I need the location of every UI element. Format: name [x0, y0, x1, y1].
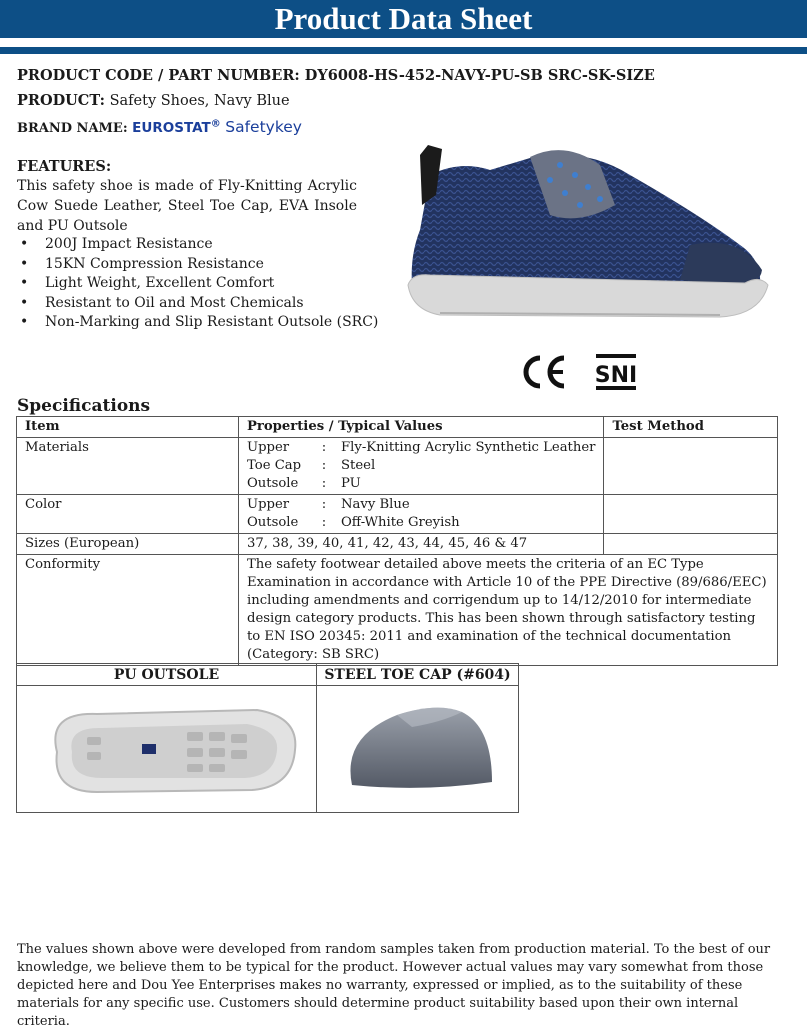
brand-label: BRAND NAME: [17, 121, 128, 136]
header-properties: Properties / Typical Values [239, 417, 604, 438]
materials-test-method [604, 438, 778, 495]
ce-mark-icon [518, 352, 568, 392]
header-test-method: Test Method [604, 417, 778, 438]
conformity-value: The safety footwear detailed above meets the criteria of an EC Type Examination in accordance with Article 10 of the PPE Directive (89/686/EEC) including amendments and corrigendum up to 14/12/2010 for intermediate design category products. This has been shown through satisfactory testing to EN ISO 20345: 2011 and examination of the technical documentation (Category: SB SRC) [239, 555, 778, 666]
sizes-test-method [604, 534, 778, 555]
brand-line [17, 118, 302, 136]
feature-item: • 15KN Compression Resistance [17, 255, 378, 275]
features-list [17, 235, 378, 333]
item-sizes: Sizes (European) [17, 534, 239, 555]
color-test-method [604, 495, 778, 534]
feature-item: • Light Weight, Excellent Comfort [17, 274, 378, 294]
parts-table [16, 663, 519, 813]
steel-toe-cap-label: STEEL TOE CAP (#604) [324, 667, 511, 683]
feature-item: • Non-Marking and Slip Resistant Outsole (SRC) [17, 313, 378, 333]
kv-row: Outsole : PU [247, 476, 361, 491]
sizes-value: 37, 38, 39, 40, 41, 42, 43, 44, 45, 46 & 47 [239, 534, 604, 555]
product-label: PRODUCT: [17, 92, 105, 109]
item-color: Color [17, 495, 239, 534]
kv-row: Outsole : Off-White Greyish [247, 515, 460, 530]
sni-mark-icon [594, 352, 638, 392]
table-row [17, 495, 778, 534]
brand-registered-mark: ® [210, 118, 221, 130]
header-rule [0, 47, 807, 54]
safety-shoe-photo [400, 135, 775, 335]
sni-mark-text: SNI [594, 363, 638, 388]
pu-outsole-photo [37, 692, 302, 804]
product-line [17, 92, 290, 109]
table-header-row [17, 417, 778, 438]
brand-logo-eurostat: EUROSTAT [132, 120, 211, 136]
page-title: Product Data Sheet [274, 1, 533, 36]
color-values [239, 495, 604, 534]
pu-outsole-label: PU OUTSOLE [113, 667, 220, 683]
item-materials: Materials [17, 438, 239, 495]
product-code-line: PRODUCT CODE / PART NUMBER: DY6008-HS-452-NAVY-PU-SB SRC-SK-SIZE [17, 67, 655, 84]
feature-item: • 200J Impact Resistance [17, 235, 378, 255]
brand-logo-safetykey: Safetykey [225, 118, 302, 136]
table-row [17, 555, 778, 666]
product-value: Safety Shoes, Navy Blue [109, 93, 290, 109]
disclaimer-text: The values shown above were developed from random samples taken from production material. To the best of our knowledge, we believe them to be typical for the product. However actual values may vary somewhat from those depicted here and Dou Yee Enterprises makes no warranty, expressed or implied, as to the suitability of these materials for any specific use. Customers should determine product suitability based upon their own internal criteria. [17, 942, 771, 1029]
materials-values [239, 438, 604, 495]
parts-divider [316, 664, 317, 812]
page-header [0, 0, 807, 38]
table-row [17, 534, 778, 555]
features-title: FEATURES: [17, 158, 112, 175]
kv-row: Upper : Navy Blue [247, 497, 410, 512]
kv-row: Toe Cap : Steel [247, 458, 376, 473]
item-conformity: Conformity [17, 555, 239, 666]
table-row [17, 438, 778, 495]
specifications-table [16, 416, 778, 666]
header-item: Item [17, 417, 239, 438]
kv-row: Upper : Fly-Knitting Acrylic Synthetic Leather [247, 440, 596, 455]
features-description: This safety shoe is made of Fly-Knitting Acrylic Cow Suede Leather, Steel Toe Cap, EVA Insole and PU Outsole [17, 178, 357, 234]
specifications-title: Specifications [17, 396, 151, 416]
feature-item: • Resistant to Oil and Most Chemicals [17, 294, 378, 314]
parts-header-rule [17, 685, 518, 686]
steel-toe-cap-photo [342, 697, 497, 797]
